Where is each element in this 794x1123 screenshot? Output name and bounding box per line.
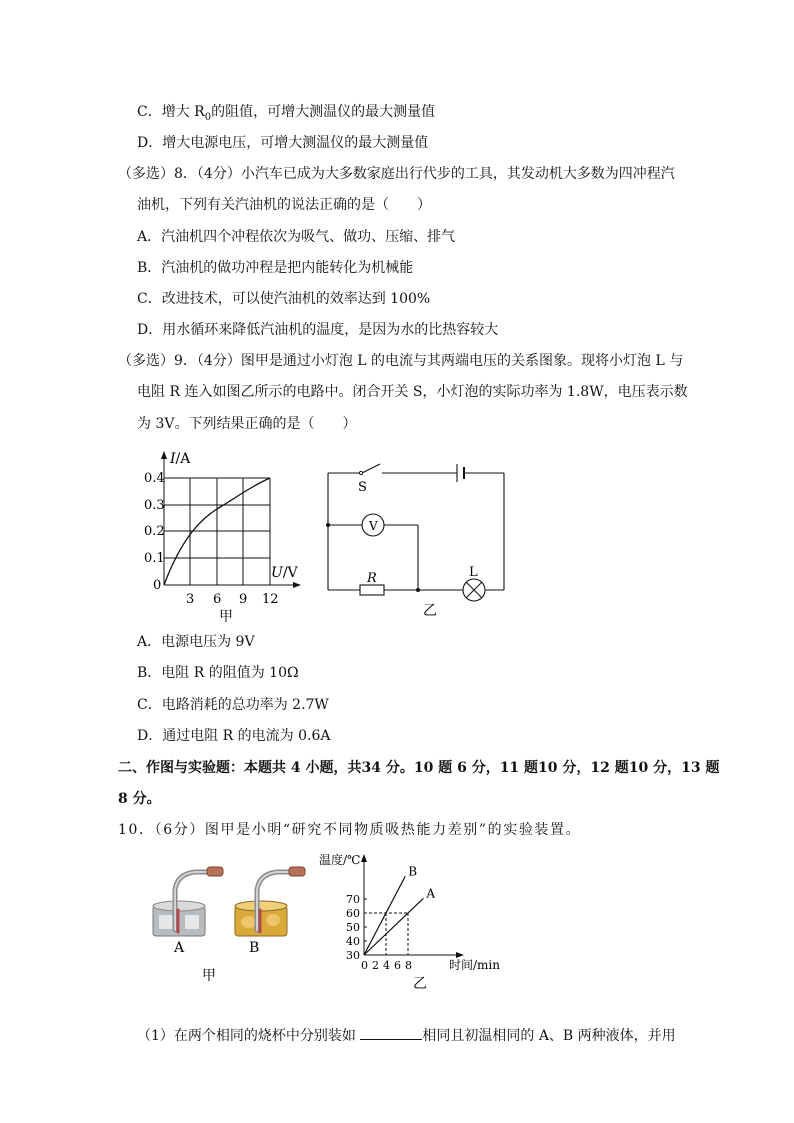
chart-x-tick: 6 xyxy=(394,959,401,972)
chart-y-tick: 30 xyxy=(346,949,360,962)
x-axis-arrow xyxy=(293,582,301,588)
q8-option-d: D．用水循环来降低汽油机的温度，是因为水的比热容较大 xyxy=(137,322,499,338)
circuit-diagram xyxy=(320,455,520,625)
x-tick: 9 xyxy=(239,592,248,607)
resistor-label: R xyxy=(367,571,377,586)
q8-option-b: B．汽油机的做功冲程是把内能转化为机械能 xyxy=(137,260,414,276)
heating-apparatus-figure xyxy=(145,860,315,985)
y-axis-label: I/A xyxy=(170,451,191,467)
chart-x-tick: 2 xyxy=(372,959,379,972)
graph-caption-jia: 甲 xyxy=(219,609,233,625)
switch-contact xyxy=(359,471,362,474)
series-label-a: A xyxy=(426,886,436,901)
chart-y-tick: 70 xyxy=(346,893,360,906)
switch-blade xyxy=(362,464,380,473)
chart-y-axis-arrow xyxy=(361,854,367,862)
x-tick: 12 xyxy=(262,592,279,607)
y-tick: 0.4 xyxy=(144,471,165,486)
chart-x-tick: 4 xyxy=(383,959,390,972)
chart-y-tick: 60 xyxy=(346,907,360,920)
chart-x-label: 时间/min xyxy=(449,958,500,972)
apparatus-caption-jia: 甲 xyxy=(202,968,216,984)
switch-label: S xyxy=(358,480,367,495)
circuit-caption-yi: 乙 xyxy=(423,603,437,619)
q10-part1: （1）在两个相同的烧杯中分别装如 相同且初温相同的 A、B 两种液体，并用 xyxy=(137,1025,676,1046)
q8-stem-line1: （多选）8．（4分）小汽车已成为大多数家庭出行代步的工具，其发动机大多数为四冲程汽 xyxy=(118,166,675,182)
chart-x-tick: 0 xyxy=(361,959,368,972)
q9-option-d: D．通过电阻 R 的电流为 0.6A xyxy=(137,728,331,744)
q9-stem-line1: （多选）9．（4分）图甲是通过小灯泡 L 的电流与其两端电压的关系图象。现将小灯泡 L 与 xyxy=(118,353,684,369)
q9-option-a: A．电源电压为 9V xyxy=(137,634,255,650)
x-axis-label: U/V xyxy=(271,565,298,581)
chart-y-tick: 50 xyxy=(346,921,360,934)
beaker-b-label: B xyxy=(249,940,260,956)
chart-caption-yi: 乙 xyxy=(413,976,427,992)
lamp-label: L xyxy=(469,565,478,580)
x-tick: 3 xyxy=(186,592,195,607)
q9-stem-line2: 电阻 R 连入如图乙所示的电路中。闭合开关 S，小灯泡的实际功率为 1.8W，电压表示数 xyxy=(137,384,688,400)
iu-graph xyxy=(130,445,320,625)
q7-option-c: C．增大 $R_0$的阻值，可增大测温仪的最大测量值 xyxy=(137,104,436,123)
q9-option-b: B．电阻 R 的阻值为 10Ω xyxy=(137,665,299,681)
temperature-time-chart xyxy=(318,850,503,990)
junction-dot xyxy=(326,523,330,527)
junction-dot xyxy=(416,588,420,592)
q10-stem-line1: 10．（6分）图甲是小明“研究不同物质吸热能力差别”的实验装置。 xyxy=(118,822,582,838)
y-tick: 0.2 xyxy=(144,524,165,539)
q9-option-c: C．电路消耗的总功率为 2.7W xyxy=(137,697,329,713)
voltmeter-label: V xyxy=(369,519,378,533)
y-tick: 0.1 xyxy=(144,551,165,566)
origin-label: 0 xyxy=(153,578,162,593)
q7-option-d: D．增大电源电压，可增大测温仪的最大测量值 xyxy=(137,135,429,151)
answer-blank[interactable] xyxy=(360,1025,422,1040)
q9-stem-line3: 为 3V。下列结果正确的是（ ） xyxy=(137,416,357,432)
chart-y-label: 温度/℃ xyxy=(319,853,361,867)
beaker-a-label: A xyxy=(174,940,185,956)
chart-y-tick: 40 xyxy=(346,935,360,948)
q8-stem-line2: 油机，下列有关汽油机的说法正确的是（ ） xyxy=(137,197,431,213)
series-line-b xyxy=(364,876,405,955)
series-line-a xyxy=(364,898,423,955)
chart-x-tick: 8 xyxy=(405,959,412,972)
series-label-b: B xyxy=(408,864,418,879)
q8-option-c: C．改进技术，可以使汽油机的效率达到 100% xyxy=(137,291,431,307)
section2-heading-line1: 二、作图与实验题：本题共 4 小题，共34 分。10 题 6 分，11 题10 分，12 题10 分，13 题 xyxy=(118,760,720,776)
x-tick: 6 xyxy=(213,592,222,607)
section2-heading-line2: 8 分。 xyxy=(118,791,161,807)
y-tick: 0.3 xyxy=(144,498,165,513)
resistor-r xyxy=(360,585,384,595)
y-axis-arrow xyxy=(161,451,167,459)
q8-option-a: A．汽油机四个冲程依次为吸气、做功、压缩、排气 xyxy=(137,229,456,245)
